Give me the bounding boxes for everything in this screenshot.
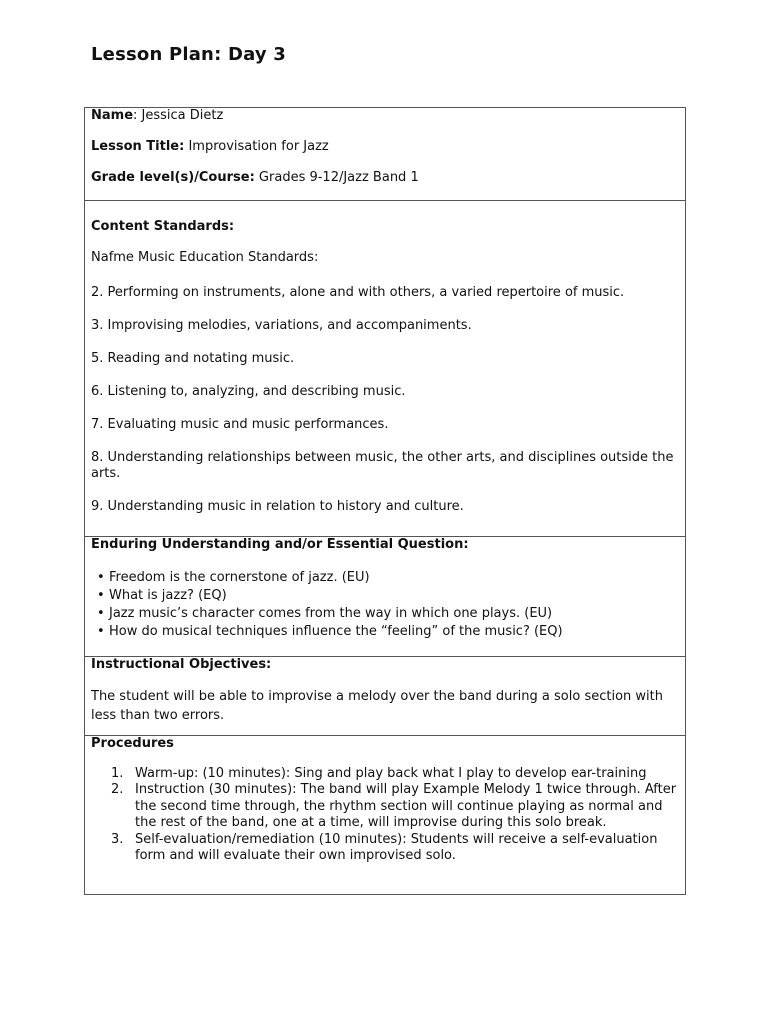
name-value: : Jessica Dietz xyxy=(133,108,224,123)
list-item xyxy=(91,766,679,782)
name-row xyxy=(91,108,679,139)
header-section xyxy=(85,108,685,200)
procedure-number: 3. xyxy=(111,831,124,847)
standard-item: 5. Reading and notating music. xyxy=(91,351,295,366)
standard-item: 2. Performing on instruments, alone and with others, a varied repertoire of music. xyxy=(91,285,625,300)
lesson-title-label: Lesson Title: xyxy=(91,139,185,154)
page-title: Lesson Plan: Day 3 xyxy=(91,44,286,65)
lesson-title-value: Improvisation for Jazz xyxy=(184,139,329,154)
standard-item: 8. Understanding relationships between music, the other arts, and disciplines outside the arts. xyxy=(91,450,674,481)
standard-item: 3. Improvising melodies, variations, and accompaniments. xyxy=(91,318,472,333)
list-item xyxy=(91,782,679,831)
list-item: • Jazz music’s character comes from the way in which one plays. (EU) xyxy=(97,605,679,623)
grade-row xyxy=(91,170,679,201)
content-standards-intro: Nafme Music Education Standards: xyxy=(91,250,319,265)
enduring-understanding-heading: Enduring Understanding and/or Essential Question: xyxy=(91,537,469,552)
lesson-title-row xyxy=(91,139,679,170)
enduring-understanding-list xyxy=(91,569,679,641)
objectives-heading: Instructional Objectives: xyxy=(91,657,272,672)
objectives-body: The student will be able to improvise a melody over the band during a solo section with less than two errors. xyxy=(91,689,663,723)
list-item: • How do musical techniques influence the “feeling” of the music? (EQ) xyxy=(97,623,679,641)
list-item: • Freedom is the cornerstone of jazz. (EU) xyxy=(97,569,679,587)
enduring-understanding-section xyxy=(85,536,685,656)
lesson-plan-table xyxy=(84,107,686,895)
list-item xyxy=(91,832,679,865)
name-label: Name xyxy=(91,108,134,123)
procedures-section xyxy=(85,735,685,894)
grade-value: Grades 9-12/Jazz Band 1 xyxy=(254,170,419,185)
standard-item: 7. Evaluating music and music performances. xyxy=(91,417,389,432)
content-standards-heading: Content Standards: xyxy=(91,219,235,234)
procedures-list xyxy=(91,766,679,864)
procedures-heading: Procedures xyxy=(91,736,174,751)
objectives-section xyxy=(85,656,685,735)
standard-item: 6. Listening to, analyzing, and describing music. xyxy=(91,384,406,399)
procedure-number: 1. xyxy=(111,766,124,781)
standard-item: 9. Understanding music in relation to history and culture. xyxy=(91,499,464,514)
grade-label: Grade level(s)/Course: xyxy=(91,170,255,185)
procedure-text: Instruction (30 minutes): The band will play Example Melody 1 twice through. After the second time through, the rhythm section will continue playing as normal and the rest of the band, one at a time, will improvise during this solo break. xyxy=(135,782,677,831)
list-item: • What is jazz? (EQ) xyxy=(97,587,679,605)
content-standards-section xyxy=(85,200,685,536)
procedure-text: Warm-up: (10 minutes): Sing and play back what I play to develop ear-training xyxy=(135,766,647,781)
procedure-text: Self-evaluation/remediation (10 minutes): Students will receive a self-evaluation form and will evaluate their own improvised solo. xyxy=(135,831,658,864)
procedure-number: 2. xyxy=(111,782,124,798)
